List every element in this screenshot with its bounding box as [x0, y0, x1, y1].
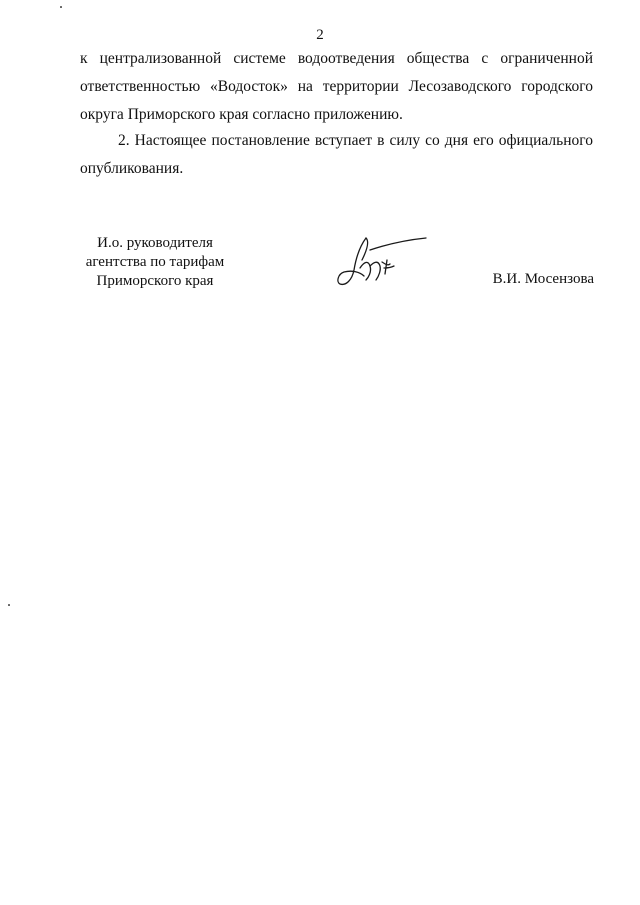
scan-speck — [60, 6, 62, 8]
paragraph-1-line-1: к централизованной системе водоотведения общества с ограниченной — [80, 50, 593, 67]
page-number: 2 — [316, 27, 324, 43]
paragraph-1-line-3: округа Приморского края согласно приложению. — [80, 106, 403, 123]
paragraph-2-line-2: опубликования. — [80, 160, 184, 177]
signatory-position-line-2: агентства по тарифам — [85, 254, 225, 270]
scan-speck — [8, 604, 10, 606]
signer-name: В.И. Мосензова — [492, 271, 594, 287]
signatory-position — [60, 234, 250, 291]
handwritten-signature — [330, 232, 430, 290]
paragraph-1-line-2: ответственностью «Водосток» на территории Лесозаводского городского — [80, 78, 593, 95]
signatory-position-line-1: И.о. руководителя — [97, 235, 213, 251]
paragraph-2-line-1: 2. Настоящее постановление вступает в силу со дня его официального — [118, 132, 593, 149]
signatory-position-line-3: Приморского края — [96, 273, 214, 289]
